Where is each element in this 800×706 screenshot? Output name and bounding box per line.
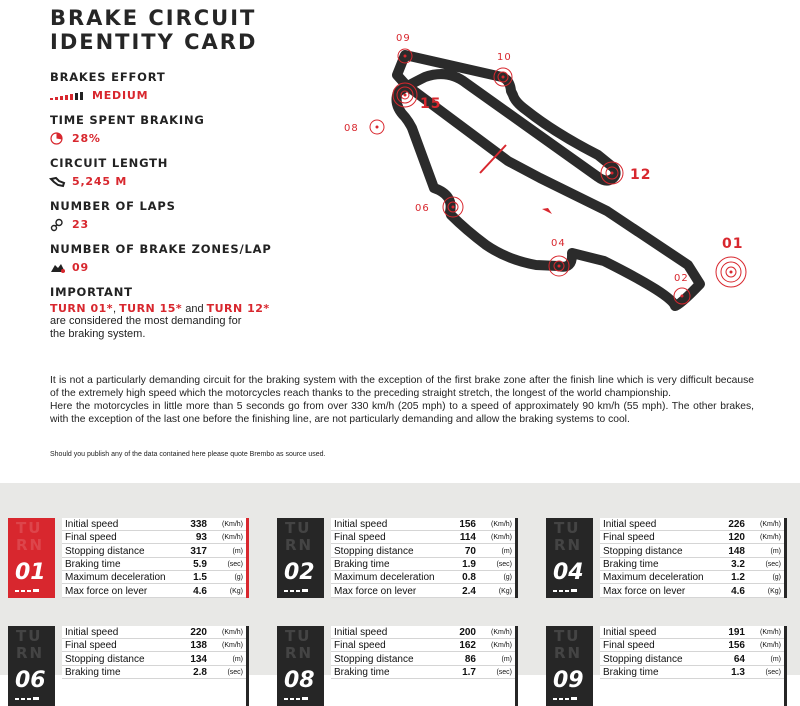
row-unit: (Km/h)	[491, 642, 512, 650]
table-row	[62, 666, 249, 679]
row-unit: (Kg)	[229, 587, 243, 595]
row-unit: (sec)	[765, 560, 781, 568]
turn-data-table	[62, 518, 249, 598]
stat-laps	[50, 199, 176, 231]
turn-number: 06	[15, 668, 46, 693]
row-value: 1.3	[731, 666, 745, 678]
row-label: Initial speed	[65, 519, 119, 530]
row-value: 220	[190, 627, 207, 638]
row-value: 1.7	[462, 666, 476, 678]
brake-zones-icon	[50, 262, 68, 274]
row-label: Stopping distance	[65, 545, 145, 557]
turn-number: 04	[553, 560, 584, 585]
track-label-04: 04	[551, 238, 566, 249]
row-value: 134	[190, 653, 207, 665]
stat-label: BRAKES EFFORT	[50, 70, 166, 84]
table-row	[600, 585, 787, 598]
turn-word: RN	[16, 536, 45, 554]
row-unit: (g)	[503, 574, 512, 582]
important-turn: TURN 15*	[119, 302, 183, 315]
turn-data-table	[62, 626, 249, 706]
turn-data-table	[331, 626, 518, 706]
row-value: 64	[733, 653, 745, 665]
row-unit: (m)	[501, 655, 512, 663]
important-turn: TURN 12*	[206, 302, 270, 315]
table-row	[600, 639, 787, 652]
row-value: 226	[728, 519, 745, 530]
row-label: Stopping distance	[334, 545, 414, 557]
row-unit: (Km/h)	[760, 534, 781, 542]
stat-value: 28%	[72, 132, 101, 145]
row-label: Stopping distance	[65, 653, 145, 665]
turn-dashes	[553, 697, 577, 700]
row-label: Final speed	[65, 532, 117, 544]
brake-effort-icon	[50, 90, 68, 102]
row-label: Max force on lever	[65, 585, 148, 597]
turn-word: RN	[554, 536, 583, 554]
row-value: 4.6	[193, 585, 207, 597]
turn-number: 02	[284, 560, 315, 585]
turn-dashes	[284, 697, 308, 700]
turn-word: RN	[16, 644, 45, 662]
page-title	[50, 6, 257, 54]
row-value: 162	[459, 640, 476, 652]
table-row	[331, 571, 518, 584]
table-row	[331, 518, 518, 531]
row-label: Maximum deceleration	[334, 572, 435, 584]
turn-word: TU	[16, 627, 43, 645]
row-label: Max force on lever	[334, 585, 417, 597]
separator: and	[182, 303, 207, 315]
direction-arrow-icon	[542, 208, 552, 214]
turn-number: 01	[15, 560, 46, 585]
turn-card-06	[8, 626, 253, 706]
card-accent-bar	[515, 626, 518, 706]
row-unit: (Km/h)	[760, 521, 781, 528]
row-unit: (Kg)	[767, 587, 781, 595]
row-unit: (sec)	[765, 668, 781, 676]
turn-badge	[546, 518, 593, 598]
turn-data-table	[600, 626, 787, 706]
row-value: 138	[190, 640, 207, 652]
card-accent-bar	[246, 518, 249, 598]
row-value: 1.5	[193, 572, 207, 584]
track-label-15: 15	[420, 96, 442, 112]
description-paragraph: Here the motorcycles in little more than 5 seconds go from over 330 km/h (205 mph) to a speed of approximately 90 km/h (55 mph). The other brakes, with the exception of the last one before the finishing line, are not particularly demanding and allow the braking systems to cool.	[50, 401, 754, 425]
card-accent-bar	[784, 626, 787, 706]
stat-brakes-effort	[50, 70, 166, 102]
table-row	[600, 558, 787, 571]
row-unit: (Km/h)	[760, 642, 781, 650]
row-label: Braking time	[603, 666, 659, 678]
row-value: 5.9	[193, 558, 207, 570]
row-label: Initial speed	[334, 519, 388, 530]
track-label-08: 08	[344, 123, 359, 134]
table-row	[600, 571, 787, 584]
row-label: Final speed	[65, 640, 117, 652]
turn-data-table	[331, 518, 518, 598]
row-label: Maximum deceleration	[65, 572, 166, 584]
title-line-2: IDENTITY CARD	[50, 30, 258, 54]
turn-card-04	[546, 518, 791, 598]
turn-number: 09	[553, 668, 584, 693]
row-unit: (Km/h)	[491, 521, 512, 528]
turn-data-table	[600, 518, 787, 598]
table-row	[62, 585, 249, 598]
row-label: Braking time	[603, 558, 659, 570]
row-value: 86	[464, 653, 476, 665]
row-label: Max force on lever	[603, 585, 686, 597]
stat-brake-zones	[50, 242, 272, 274]
turn-word: RN	[554, 644, 583, 662]
row-label: Final speed	[603, 640, 655, 652]
turn-word: RN	[285, 644, 314, 662]
table-row	[600, 626, 787, 639]
row-unit: (Kg)	[498, 587, 512, 595]
row-label: Braking time	[334, 558, 390, 570]
turn-dashes	[15, 697, 39, 700]
turn-word: TU	[285, 519, 312, 537]
track-label-02: 02	[674, 273, 689, 284]
row-value: 114	[459, 532, 476, 544]
row-unit: (sec)	[227, 668, 243, 676]
table-row	[62, 626, 249, 639]
stat-label: TIME SPENT BRAKING	[50, 113, 205, 127]
table-row	[62, 545, 249, 558]
track-label-09: 09	[396, 33, 411, 44]
track-label-01: 01	[722, 236, 744, 252]
row-unit: (g)	[234, 574, 243, 582]
row-value: 70	[464, 545, 476, 557]
turn-dashes	[553, 589, 577, 592]
table-row	[600, 653, 787, 666]
row-value: 338	[190, 519, 207, 530]
important-block	[50, 285, 270, 341]
turn-card-01	[8, 518, 253, 598]
turn-badge	[546, 626, 593, 706]
stat-value: MEDIUM	[92, 89, 149, 102]
table-row	[331, 639, 518, 652]
title-line-1: BRAKE CIRCUIT	[50, 6, 257, 30]
turn-badge	[277, 626, 324, 706]
turn-badge	[8, 626, 55, 706]
track-label-10: 10	[497, 52, 512, 63]
table-row	[331, 626, 518, 639]
row-value: 120	[728, 532, 745, 544]
stat-value: 5,245 M	[72, 175, 128, 188]
turn-number: 08	[284, 668, 315, 693]
row-unit: (sec)	[496, 560, 512, 568]
turn-marker-01	[716, 257, 746, 287]
row-label: Braking time	[65, 666, 121, 678]
description	[50, 374, 754, 426]
row-value: 156	[728, 640, 745, 652]
turn-word: TU	[285, 627, 312, 645]
row-value: 3.2	[731, 558, 745, 570]
turn-word: TU	[16, 519, 43, 537]
row-unit: (sec)	[496, 668, 512, 676]
turn-word: TU	[554, 627, 581, 645]
stat-label: NUMBER OF BRAKE ZONES/LAP	[50, 242, 272, 256]
table-row	[600, 531, 787, 544]
row-label: Final speed	[603, 532, 655, 544]
card-accent-bar	[784, 518, 787, 598]
row-unit: (Km/h)	[222, 521, 243, 528]
table-row	[62, 558, 249, 571]
row-unit: (m)	[770, 655, 781, 663]
turn-marker-08	[370, 120, 384, 134]
table-row	[331, 653, 518, 666]
row-unit: (sec)	[227, 560, 243, 568]
table-row	[600, 666, 787, 679]
table-row	[62, 571, 249, 584]
turn-card-02	[277, 518, 522, 598]
track-label-12: 12	[630, 167, 652, 183]
row-unit: (Km/h)	[222, 642, 243, 650]
table-row	[600, 518, 787, 531]
table-row	[600, 545, 787, 558]
row-value: 2.4	[462, 585, 476, 597]
pie-icon	[50, 133, 68, 145]
row-value: 93	[195, 532, 207, 544]
table-row	[331, 666, 518, 679]
circuit-icon	[50, 176, 68, 188]
card-accent-bar	[246, 626, 249, 706]
important-turns	[50, 302, 270, 315]
row-value: 156	[459, 519, 476, 530]
table-row	[62, 639, 249, 652]
row-unit: (Km/h)	[222, 534, 243, 542]
circuit-map	[330, 25, 760, 335]
turn-word: RN	[285, 536, 314, 554]
row-label: Braking time	[334, 666, 390, 678]
track-path	[397, 55, 700, 306]
row-value: 1.2	[731, 572, 745, 584]
row-unit: (m)	[770, 547, 781, 555]
row-label: Maximum deceleration	[603, 572, 704, 584]
row-unit: (Km/h)	[222, 629, 243, 636]
row-unit: (Km/h)	[760, 629, 781, 636]
row-label: Initial speed	[334, 627, 388, 638]
row-value: 0.8	[462, 572, 476, 584]
row-label: Final speed	[334, 532, 386, 544]
stat-value: 09	[72, 261, 89, 274]
important-turn: TURN 01*	[50, 302, 114, 315]
row-label: Final speed	[334, 640, 386, 652]
table-row	[62, 653, 249, 666]
card-accent-bar	[515, 518, 518, 598]
turn-badge	[8, 518, 55, 598]
turn-word: TU	[554, 519, 581, 537]
row-unit: (Km/h)	[491, 534, 512, 542]
table-row	[331, 531, 518, 544]
table-row	[62, 531, 249, 544]
row-unit: (g)	[772, 574, 781, 582]
row-value: 191	[728, 627, 745, 638]
row-label: Stopping distance	[603, 545, 683, 557]
turn-card-09	[546, 626, 791, 706]
source-note: Should you publish any of the data contained here please quote Brembo as source used.	[50, 451, 326, 458]
important-note: are considered the most demanding for the braking system.	[50, 315, 242, 340]
row-label: Stopping distance	[334, 653, 414, 665]
row-unit: (m)	[501, 547, 512, 555]
row-label: Stopping distance	[603, 653, 683, 665]
stat-time-braking	[50, 113, 205, 145]
table-row	[62, 518, 249, 531]
important-label: IMPORTANT	[50, 285, 133, 299]
description-paragraph: It is not a particularly demanding circuit for the braking system with the exception of the first brake zone after the finish line which is very difficult because of the extremely high speed which the motorcycles reach thanks to the preceding straight stretch, the longest of the world championship.	[50, 375, 754, 399]
turn-dashes	[284, 589, 308, 592]
turn-card-08	[277, 626, 522, 706]
table-row	[331, 585, 518, 598]
table-row	[331, 545, 518, 558]
table-row	[331, 558, 518, 571]
row-label: Initial speed	[603, 519, 657, 530]
turn-badge	[277, 518, 324, 598]
stat-label: NUMBER OF LAPS	[50, 199, 176, 213]
separator: ,	[113, 303, 120, 315]
turn-dashes	[15, 589, 39, 592]
track-label-06: 06	[415, 203, 430, 214]
row-label: Initial speed	[603, 627, 657, 638]
turn-marker-15	[393, 83, 417, 107]
row-value: 317	[190, 545, 207, 557]
laps-icon	[50, 219, 68, 231]
stat-label: CIRCUIT LENGTH	[50, 156, 169, 170]
row-value: 2.8	[193, 666, 207, 678]
row-label: Braking time	[65, 558, 121, 570]
row-unit: (Km/h)	[491, 629, 512, 636]
stat-circuit-length	[50, 156, 168, 188]
row-unit: (m)	[232, 655, 243, 663]
row-value: 200	[459, 627, 476, 638]
row-value: 148	[728, 545, 745, 557]
stat-value: 23	[72, 218, 89, 231]
row-unit: (m)	[232, 547, 243, 555]
row-value: 1.9	[462, 558, 476, 570]
row-label: Initial speed	[65, 627, 119, 638]
row-value: 4.6	[731, 585, 745, 597]
